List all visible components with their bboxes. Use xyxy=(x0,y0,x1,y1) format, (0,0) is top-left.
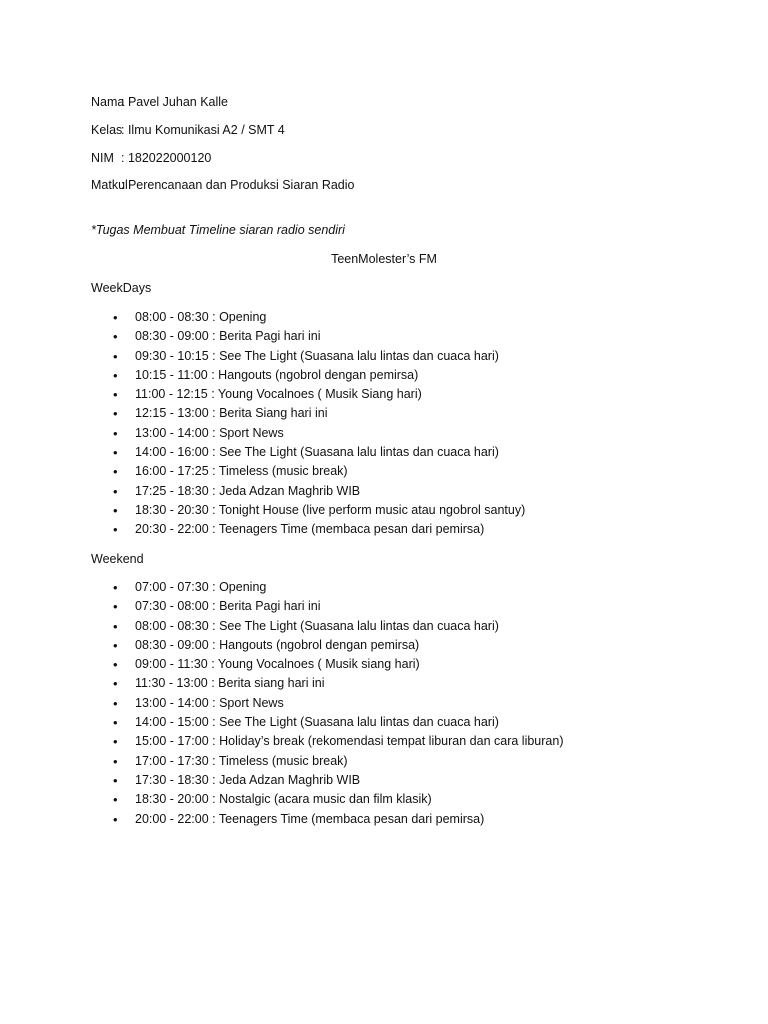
list-item: • 18:30 - 20:30 : Tonight House (live perform music atau ngobrol santuy) xyxy=(0,501,768,520)
list-item: • 15:00 - 17:00 : Holiday’s break (rekomendasi tempat liburan dan cara liburan) xyxy=(0,732,768,751)
list-item: • 18:30 - 20:00 : Nostalgic (acara music dan film klasik) xyxy=(0,790,768,809)
list-item: • 13:00 - 14:00 : Sport News xyxy=(0,424,768,443)
weekend-schedule-list xyxy=(0,578,768,829)
list-item: • 12:15 - 13:00 : Berita Siang hari ini xyxy=(0,404,768,423)
kelas-value: : Ilmu Komunikasi A2 / SMT 4 xyxy=(121,123,285,137)
list-item: • 08:00 - 08:30 : See The Light (Suasana lalu lintas dan cuaca hari) xyxy=(0,617,768,636)
list-item: • 17:00 - 17:30 : Timeless (music break) xyxy=(0,752,768,771)
nama-value: : Pavel Juhan Kalle xyxy=(121,95,229,109)
info-row-nim xyxy=(91,149,212,167)
info-row-nama xyxy=(91,93,229,111)
kelas-label: Kelas xyxy=(91,123,123,137)
weekdays-schedule-list xyxy=(0,308,768,540)
list-item: • 08:30 - 09:00 : Berita Pagi hari ini xyxy=(0,327,768,346)
station-title: TeenMolester’s FM xyxy=(331,252,437,266)
nim-value: : 182022000120 xyxy=(121,151,212,165)
list-item: • 08:00 - 08:30 : Opening xyxy=(0,308,768,327)
list-item: • 17:25 - 18:30 : Jeda Adzan Maghrib WIB xyxy=(0,482,768,501)
list-item: • 10:15 - 11:00 : Hangouts (ngobrol dengan pemirsa) xyxy=(0,366,768,385)
list-item: • 16:00 - 17:25 : Timeless (music break) xyxy=(0,462,768,481)
list-item: • 17:30 - 18:30 : Jeda Adzan Maghrib WIB xyxy=(0,771,768,790)
list-item: • 11:30 - 13:00 : Berita siang hari ini xyxy=(0,674,768,693)
weekend-heading: Weekend xyxy=(91,552,144,566)
nim-label: NIM xyxy=(91,151,114,165)
info-row-matkul xyxy=(91,176,355,194)
nama-label: Nama xyxy=(91,95,125,109)
list-item: • 09:00 - 11:30 : Young Vocalnoes ( Musik siang hari) xyxy=(0,655,768,674)
list-item: • 13:00 - 14:00 : Sport News xyxy=(0,694,768,713)
matkul-label: Matkul xyxy=(91,178,128,192)
matkul-value: : Perencanaan dan Produksi Siaran Radio xyxy=(121,178,355,192)
list-item: • 20:00 - 22:00 : Teenagers Time (membaca pesan dari pemirsa) xyxy=(0,810,768,829)
list-item: • 09:30 - 10:15 : See The Light (Suasana lalu lintas dan cuaca hari) xyxy=(0,347,768,366)
list-item: • 07:00 - 07:30 : Opening xyxy=(0,578,768,597)
assignment-note: *Tugas Membuat Timeline siaran radio sendiri xyxy=(91,223,345,237)
list-item: • 11:00 - 12:15 : Young Vocalnoes ( Musik Siang hari) xyxy=(0,385,768,404)
info-row-kelas xyxy=(91,121,285,139)
weekdays-heading: WeekDays xyxy=(91,281,152,295)
list-item: • 14:00 - 15:00 : See The Light (Suasana lalu lintas dan cuaca hari) xyxy=(0,713,768,732)
list-item: • 20:30 - 22:00 : Teenagers Time (membaca pesan dari pemirsa) xyxy=(0,520,768,539)
list-item: • 08:30 - 09:00 : Hangouts (ngobrol dengan pemirsa) xyxy=(0,636,768,655)
list-item: • 14:00 - 16:00 : See The Light (Suasana lalu lintas dan cuaca hari) xyxy=(0,443,768,462)
list-item: • 07:30 - 08:00 : Berita Pagi hari ini xyxy=(0,597,768,616)
